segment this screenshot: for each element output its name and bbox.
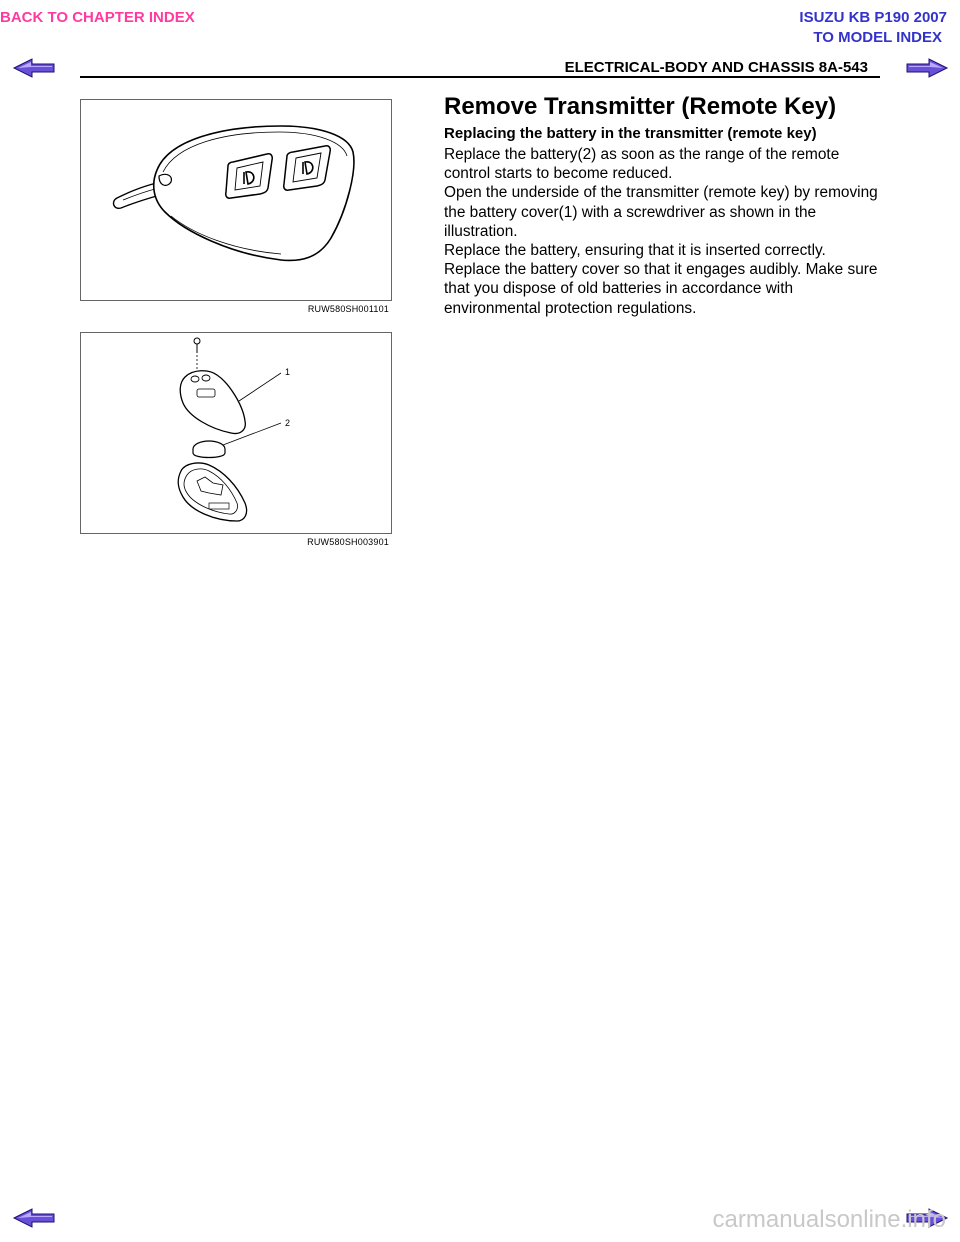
header-divider [80,76,880,78]
paragraph: Open the underside of the transmitter (remote key) by removing the battery cover(1) with a screwdriver as shown in the illustration. [444,184,878,240]
section-heading: Remove Transmitter (Remote Key) [444,93,837,120]
remote-key-illustration [81,100,391,300]
callout-2: 2 [285,418,291,428]
figure-remote-key [80,99,392,314]
sub-heading: Replacing the battery in the transmitter (remote key) [444,125,817,142]
arrow-left-icon[interactable] [12,1207,56,1229]
model-title-link[interactable]: ISUZU KB P190 2007 [799,9,947,26]
paragraph: Replace the battery cover so that it engages audibly. Make sure that you dispose of old batteries in accordance with environmental protection regulations. [444,261,878,317]
page-header-title: ELECTRICAL-BODY AND CHASSIS 8A-543 [564,59,868,76]
watermark: carmanualsonline.info [712,1206,946,1233]
paragraph: Replace the battery(2) as soon as the range of the remote control starts to become reduced. [444,146,840,183]
figure-code: RUW580SH003901 [307,537,389,547]
arrow-right-icon[interactable] [905,57,949,79]
body-text [444,145,884,318]
figure-battery-replacement [80,332,392,547]
to-model-index-link[interactable]: TO MODEL INDEX [813,29,942,46]
back-to-chapter-index-link[interactable]: BACK TO CHAPTER INDEX [0,9,195,26]
figure-code: RUW580SH001101 [307,304,389,314]
arrow-left-icon[interactable] [12,57,56,79]
callout-1: 1 [285,367,291,377]
paragraph: Replace the battery, ensuring that it is inserted correctly. [444,242,826,260]
battery-replacement-illustration [81,333,391,533]
